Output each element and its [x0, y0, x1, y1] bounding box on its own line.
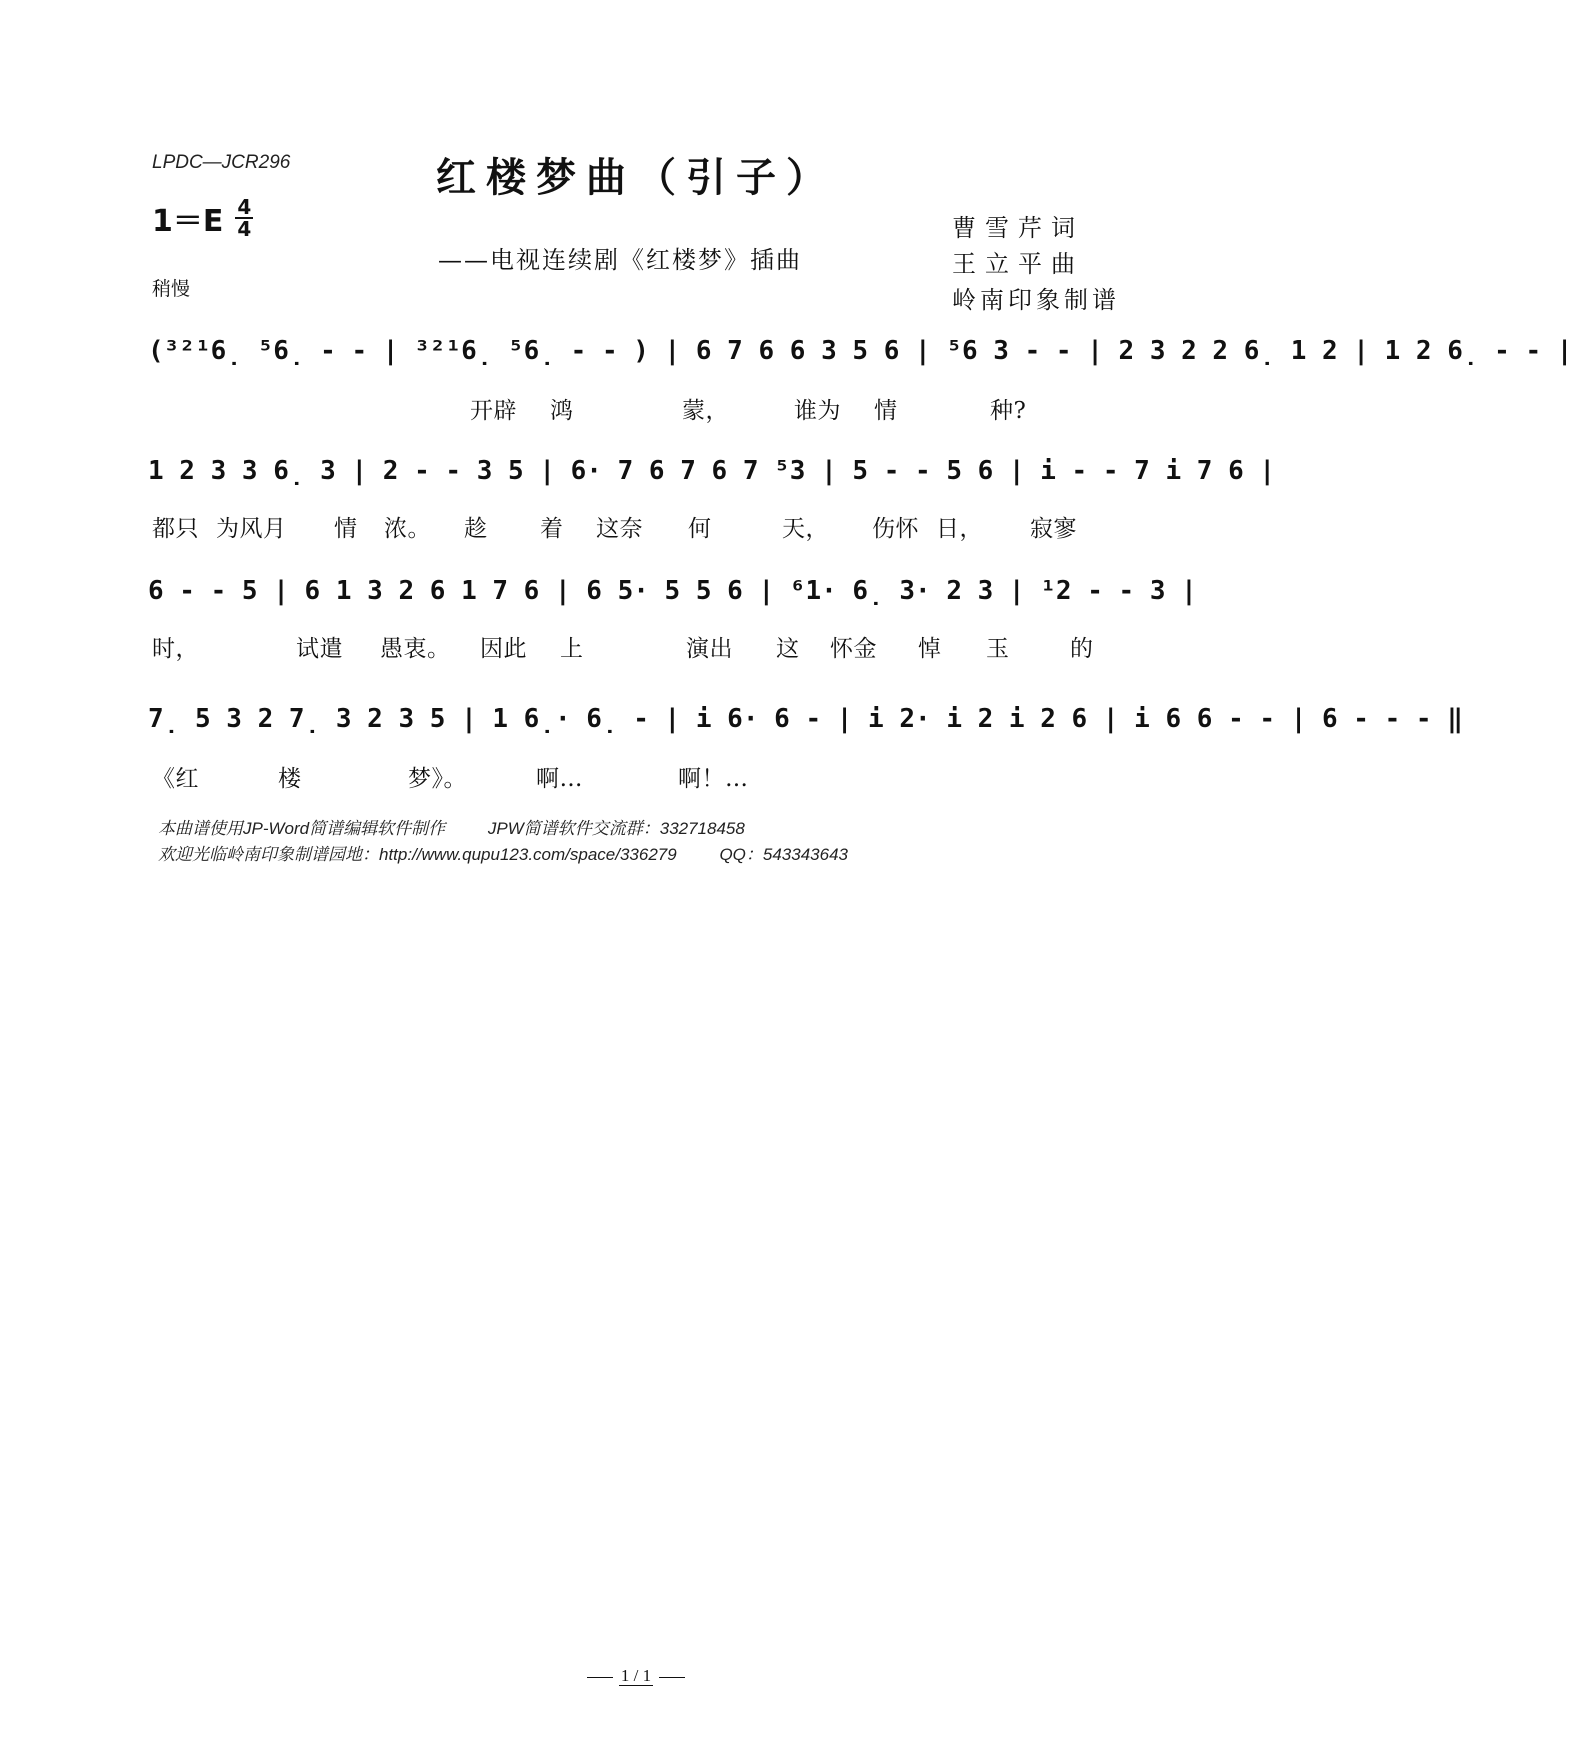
lyric: 悼 [918, 636, 942, 662]
lyric: 梦》。 [408, 766, 467, 792]
lyrics-line-2 [152, 510, 1130, 540]
lyric: 鸿 [550, 398, 574, 424]
lyrics-line-3 [152, 630, 1130, 660]
score-line-1: (³²¹6̣ ⁵6̣ - - | ³²¹6̣ ⁵6̣ - - ) | 6 7 6 6 3 5 6 | ⁵6 3 - - | 2 3 2 2 6̣ 1 2 | 1 2 6̣ - - | [148, 336, 1572, 366]
lyric: 种? [990, 398, 1027, 424]
lyric: 啊！… [678, 766, 749, 792]
lyric: 都只 [152, 516, 199, 542]
lyric: 这奈 [596, 516, 643, 542]
composer-credit: 王立平曲 [952, 250, 1084, 278]
lyric: 趁 [464, 516, 488, 542]
lyric: 谁为 [794, 398, 841, 424]
lyric: 浓。 [384, 516, 431, 542]
footer-line-2 [158, 840, 886, 865]
lyric: 为风月 [216, 516, 287, 542]
subtitle: ——电视连续剧《红楼梦》插曲 [438, 246, 802, 274]
lyric: 情 [874, 398, 898, 424]
lyric: 时， [152, 636, 199, 662]
lyricist-credit: 曹雪芹词 [952, 214, 1084, 242]
lyric: 上 [560, 636, 584, 662]
lyric: 何 [688, 516, 712, 542]
key-signature [152, 196, 253, 240]
score-line-2: 1 2 3 3 6̣ 3 | 2 - - 3 5 | 6· 7 6 7 6 7 ⁵3 | 5 - - 5 6 | i - - 7 i 7 6 | [148, 456, 1276, 486]
lyric: 楼 [278, 766, 302, 792]
arranger-credit: 岭南印象制谱 [952, 286, 1120, 314]
time-bottom: 4 [237, 217, 252, 241]
lyric: 愚衷。 [380, 636, 451, 662]
lyric: 啊… [536, 766, 583, 792]
lyric: 天， [782, 516, 829, 542]
lyric: 蒙， [682, 398, 729, 424]
lyric: 的 [1070, 636, 1094, 662]
tempo-marking: 稍慢 [152, 278, 191, 300]
lyric: 寂寥 [1030, 516, 1077, 542]
score-line-4: 7̣ 5 3 2 7̣ 3 2 3 5 | 1 6̣· 6̣ - | i 6· 6 - | i 2· i 2 i 2 6 | i 6 6 - - | 6 - - - ‖ [148, 704, 1463, 734]
lyric: 演出 [686, 636, 733, 662]
song-title: 红楼梦曲（引子） [436, 154, 836, 201]
lyric: 伤怀 [872, 516, 919, 542]
software-credit: 本曲谱使用JP-Word简谱编辑软件制作 [158, 819, 446, 838]
lyric: 着 [540, 516, 564, 542]
lyric: 因此 [480, 636, 527, 662]
time-signature [235, 197, 253, 239]
lyric: 试遣 [296, 636, 343, 662]
page-number [0, 1666, 1272, 1686]
lyric: 这 [776, 636, 800, 662]
page-rule-left [587, 1677, 613, 1678]
lyric: 《红 [152, 766, 199, 792]
score-line-3: 6 - - 5 | 6 1 3 2 6 1 7 6 | 6 5· 5 5 6 | ⁶1· 6̣ 3· 2 3 | ¹2 - - 3 | [148, 576, 1197, 606]
lyric: 日， [936, 516, 983, 542]
footer-line-1 [158, 814, 783, 839]
key-label: 1＝E [152, 204, 224, 239]
lyric: 开辟 [470, 398, 517, 424]
lyric: 怀金 [830, 636, 877, 662]
lyric: 情 [334, 516, 358, 542]
page-number-text: 1 / 1 [620, 1666, 652, 1685]
group-credit: JPW简谱软件交流群：332718458 [487, 819, 745, 838]
website-credit: 欢迎光临岭南印象制谱园地：http://www.qupu123.com/space/336279 [158, 845, 677, 864]
page-rule-right [659, 1677, 685, 1678]
time-top: 4 [237, 195, 252, 219]
lyrics-line-1 [152, 392, 1130, 422]
lyric: 玉 [986, 636, 1010, 662]
lyrics-line-4 [152, 760, 1130, 790]
qq-credit: QQ：543343643 [719, 845, 848, 864]
score-code: LPDC—JCR296 [152, 152, 291, 173]
